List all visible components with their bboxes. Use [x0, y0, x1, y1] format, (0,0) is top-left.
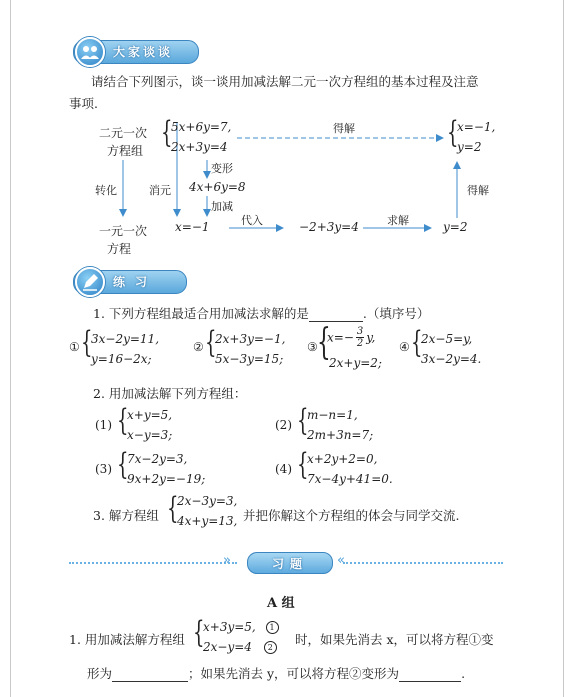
brace: {	[117, 403, 129, 438]
problem-4-number: (4)	[275, 462, 292, 476]
fraction-numerator: 3	[356, 326, 364, 337]
exercise-1-mid: 时，如果先消去 x，可以将方程①变	[295, 632, 494, 647]
brace: {	[161, 115, 173, 150]
exercise-1-line-2-b: ；如果先消去 y，可以将方程②变形为	[188, 666, 400, 681]
section-header-practice	[73, 270, 185, 292]
section-title: 大家谈谈	[113, 45, 174, 59]
option-1-eq-a: 3x−2y=11,	[91, 332, 160, 346]
answer-blank-2[interactable]	[399, 681, 461, 682]
exercise-1-eq-a	[203, 620, 279, 634]
pencil-icon	[75, 267, 105, 297]
label-linear-system-1: 二元一次	[99, 126, 148, 140]
problem-1-eq-b: x−y=3;	[127, 428, 173, 442]
exercise-1-eq-b	[203, 640, 277, 654]
problem-3-number: (3)	[95, 462, 112, 476]
section-header-exercises	[247, 552, 333, 574]
question-2-text: 2. 用加减法解下列方程组：	[93, 386, 247, 401]
result-eq-2: y=2	[457, 140, 482, 154]
question-1-suffix: .（填序号）	[362, 306, 430, 321]
option-4-number: ④	[399, 340, 410, 354]
section-title: 习题	[271, 557, 308, 571]
option-4-eq-b: 3x−2y=4.	[421, 352, 482, 366]
problem-2-eq-a: m−n=1,	[307, 408, 358, 422]
option-3-eq-a	[327, 326, 375, 349]
answer-blank-1[interactable]	[112, 681, 188, 682]
question-3-text: 3. 解方程组	[93, 508, 159, 523]
brace: {	[297, 403, 309, 438]
brace: {	[297, 447, 309, 482]
brace: {	[447, 115, 459, 150]
divider-left	[69, 562, 237, 564]
option-3-number: ③	[307, 340, 318, 354]
option-1-eq-b: y=16−2x;	[91, 352, 152, 366]
brace: {	[117, 447, 129, 482]
label-solve: 求解	[387, 214, 409, 227]
label-deform: 变形	[211, 162, 233, 175]
problem-3-eq-a: 7x−2y=3,	[127, 452, 188, 466]
group-title: A 组	[267, 596, 295, 611]
equation-marker-1: 1	[266, 621, 279, 634]
system-eq-2: 2x+3y=4	[171, 140, 228, 154]
label-eliminate: 消元	[149, 184, 171, 197]
question-1	[93, 304, 429, 322]
label-get-solution-top: 得解	[333, 122, 355, 135]
question-3-eq-a: 2x−3y=3,	[177, 494, 238, 508]
problem-2-eq-b: 2m+3n=7;	[307, 428, 374, 442]
problem-1-eq-a: x+y=5,	[127, 408, 173, 422]
equation-marker-2: 2	[264, 641, 277, 654]
page	[10, 0, 564, 697]
brace: {	[205, 325, 217, 360]
problem-3-eq-b: 9x+2y=−19;	[127, 472, 206, 486]
brace: {	[193, 615, 205, 650]
chevron-right-icon: »	[223, 553, 231, 568]
exercise-1-eq-a-text: x+3y=5,	[203, 620, 256, 634]
exercise-1-line-2-end: .	[461, 666, 466, 681]
divider-right	[343, 562, 503, 564]
option-2-eq-a: 2x+3y=−1,	[215, 332, 286, 346]
exercise-1-text: 1. 用加减法解方程组	[69, 632, 185, 647]
result-eq-1: x=−1,	[457, 120, 496, 134]
transformed-eq: 4x+6y=8	[189, 180, 246, 194]
exercise-1-line-2	[87, 664, 465, 682]
section-title: 练习	[113, 275, 158, 289]
brace: {	[167, 491, 179, 526]
substituted-eq: −2+3y=4	[299, 220, 359, 234]
x-value: x=−1	[175, 220, 210, 234]
option-3-eq-a-right: y,	[366, 330, 376, 345]
problem-4-eq-b: 7x−4y+41=0.	[307, 472, 393, 486]
option-4-eq-a: 2x−5=y,	[421, 332, 473, 346]
question-3-suffix: 并把你解这个方程组的体会与同学交流.	[243, 508, 460, 523]
brace: {	[317, 322, 331, 363]
problem-4-eq-a: x+2y+2=0,	[307, 452, 378, 466]
label-transform: 转化	[95, 184, 117, 197]
problem-1-number: (1)	[95, 418, 112, 432]
label-linear-eq-2: 方程	[107, 242, 132, 256]
system-eq-1: 5x+6y=7,	[171, 120, 232, 134]
exercise-1-line-2-a: 形为	[87, 666, 113, 681]
intro-line-1: 请结合下列图示，谈一谈用加减法解二元一次方程组的基本过程及注意	[91, 74, 479, 89]
diagram-arrows	[11, 0, 563, 270]
exercise-1-eq-b-text: 2x−y=4	[203, 640, 252, 654]
fraction-denominator: 2	[356, 338, 364, 349]
option-2-eq-b: 5x−3y=15;	[215, 352, 284, 366]
option-3-eq-a-left: x=−	[327, 330, 354, 345]
label-get-solution-right: 得解	[467, 184, 489, 197]
intro-line-2: 事项.	[69, 96, 98, 111]
option-1-number: ①	[69, 340, 80, 354]
label-linear-eq-1: 一元一次	[99, 224, 148, 238]
fraction	[356, 326, 364, 349]
label-add-subtract: 加减	[211, 200, 233, 213]
option-3-eq-b: 2x+y=2;	[329, 356, 382, 370]
question-1-text: 1. 下列方程组最适合用加减法求解的是	[93, 306, 309, 321]
brace: {	[81, 325, 93, 360]
label-substitute: 代入	[241, 214, 263, 227]
label-linear-system-2: 方程组	[107, 144, 144, 158]
y-value: y=2	[443, 220, 468, 234]
problem-2-number: (2)	[275, 418, 292, 432]
brace: {	[411, 325, 423, 360]
option-2-number: ②	[193, 340, 204, 354]
chevron-left-icon: «	[337, 553, 345, 568]
question-3-eq-b: 4x+y=13,	[177, 514, 238, 528]
